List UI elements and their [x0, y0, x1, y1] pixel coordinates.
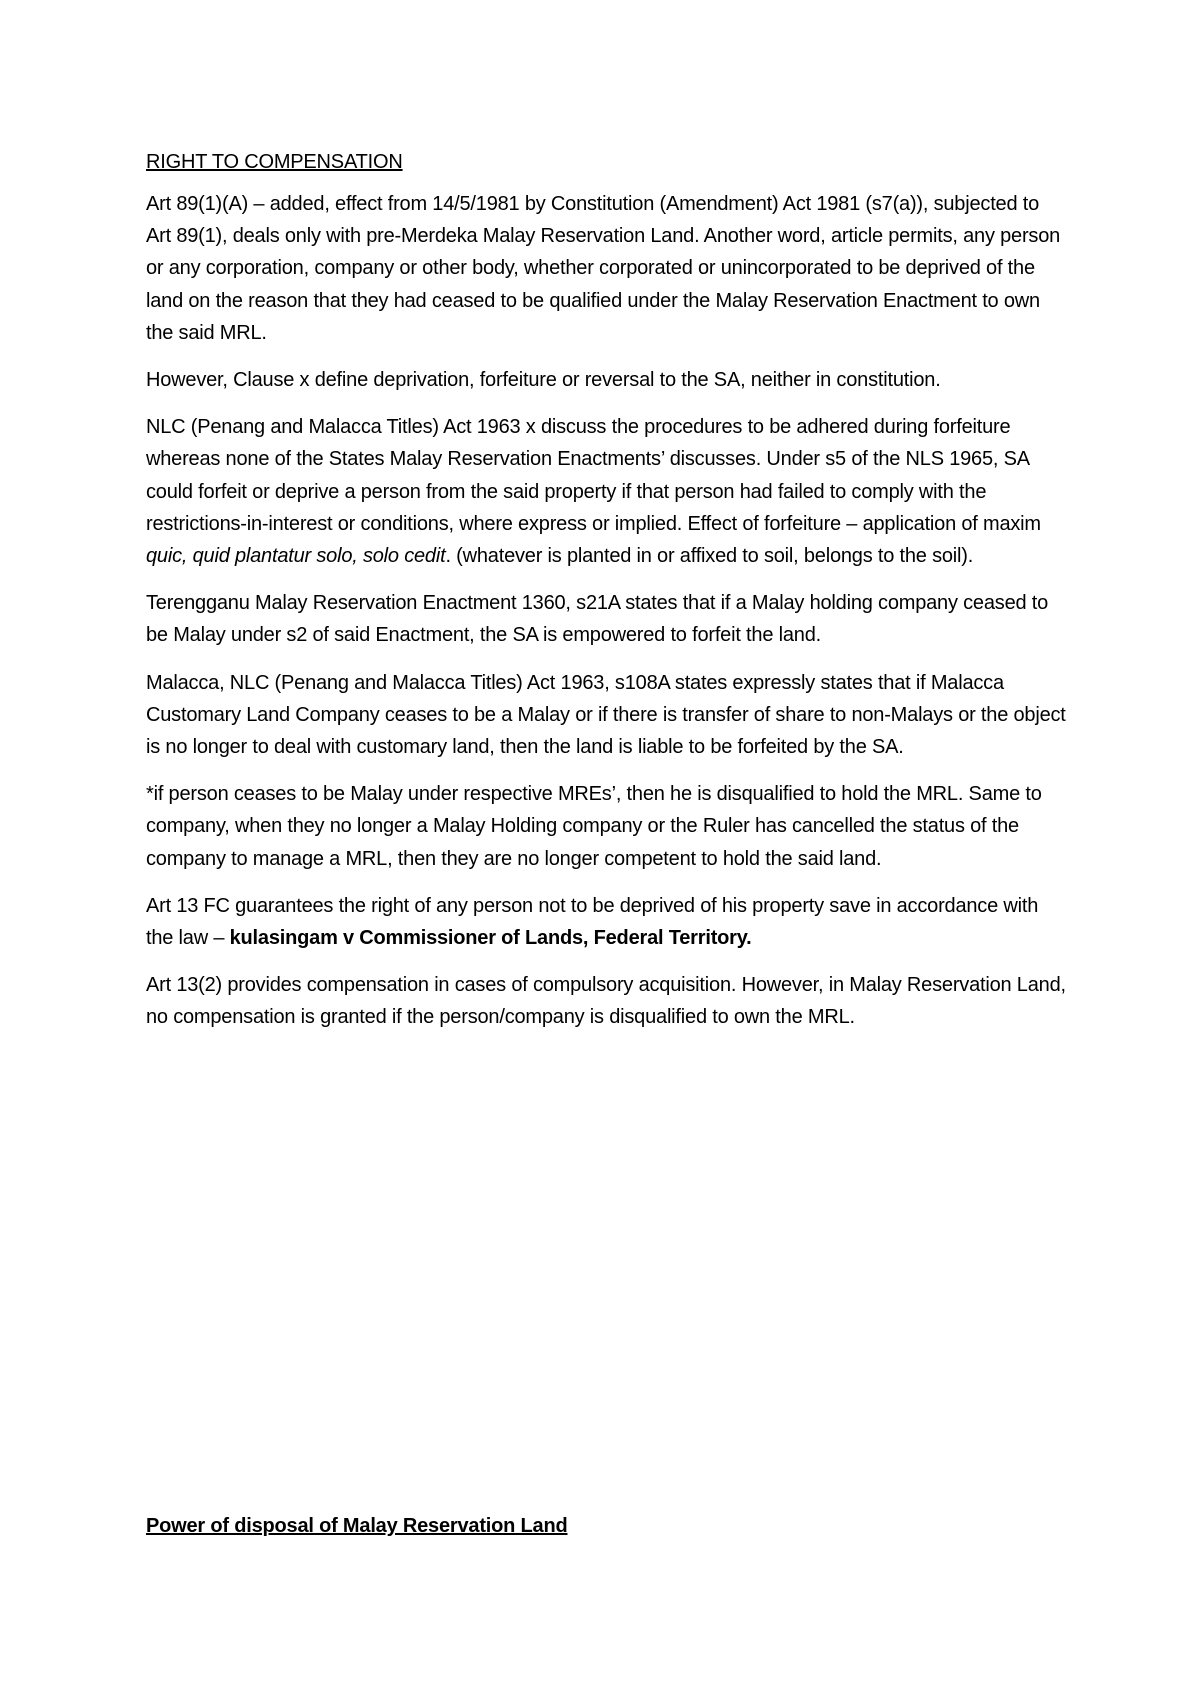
paragraph-art-13 [146, 890, 1066, 954]
paragraph-clause-deprivation: However, Clause x define deprivation, forfeiture or reversal to the SA, neither in constitution. [146, 369, 941, 392]
paragraph-nlc-text: NLC (Penang and Malacca Titles) Act 1963 x discuss the procedures to be adhered during forfeiture whereas none of the States Malay Reservation Enactments’ discusses. Under s5 of the NLS 1965, SA could forfeit or deprive a person from the said property if that person had failed to comply with the restrictions-in-interest or conditions, where express or implied. Effect of forfeiture – application of maxim [146, 416, 1041, 535]
paragraph-art-13-2: Art 13(2) provides compensation in cases of compulsory acquisition. However, in Malay Reservation Land, no compensation is granted if the person/company is disqualified to own the MRL. [146, 974, 1066, 1029]
paragraph-nlc-text-end: . (whatever is planted in or affixed to soil, belongs to the soil). [445, 545, 974, 568]
section-heading: RIGHT TO COMPENSATION [146, 151, 403, 173]
paragraph-art-89: Art 89(1)(A) – added, effect from 14/5/1981 by Constitution (Amendment) Act 1981 (s7(a)), subjected to Art 89(1), deals only with pre-Merdeka Malay Reservation Land. Another word, article permits, any person or any corporation, company or other body, whether corporated or unincorporated to be deprived of the land on the reason that they had ceased to be qualified under the Malay Reservation Enactment to own the said MRL. [146, 193, 1061, 344]
latin-maxim: quic, quid plantatur solo, solo cedit [146, 545, 446, 568]
paragraph-terengganu: Terengganu Malay Reservation Enactment 1360, s21A states that if a Malay holding company ceased to be Malay under s2 of said Enactment, the SA is empowered to forfeit the land. [146, 592, 1049, 647]
paragraph-disqualification-note: *if person ceases to be Malay under respective MREs’, then he is disqualified to hold the MRL. Same to company, when they no longer a Malay Holding company or the Ruler has cancelled the status of the company to manage a MRL, then they are no longer competent to hold the said land. [146, 783, 1042, 870]
paragraph-nlc-procedures [146, 411, 1066, 572]
section-heading-disposal: Power of disposal of Malay Reservation Land [146, 1515, 568, 1537]
document-body [146, 146, 1066, 1049]
paragraph-malacca: Malacca, NLC (Penang and Malacca Titles) Act 1963, s108A states expressly states that if Malacca Customary Land Company ceases to be a Malay or if there is transfer of share to non-Malays or the object is no longer to deal with customary land, then the land is liable to be forfeited by the SA. [146, 671, 1066, 759]
case-citation: kulasingam v Commissioner of Lands, Federal Territory. [229, 927, 752, 950]
paragraph-art-13-text: Art 13 FC guarantees the right of any person not to be deprived of his property save in accordance with the law – [146, 894, 1039, 950]
